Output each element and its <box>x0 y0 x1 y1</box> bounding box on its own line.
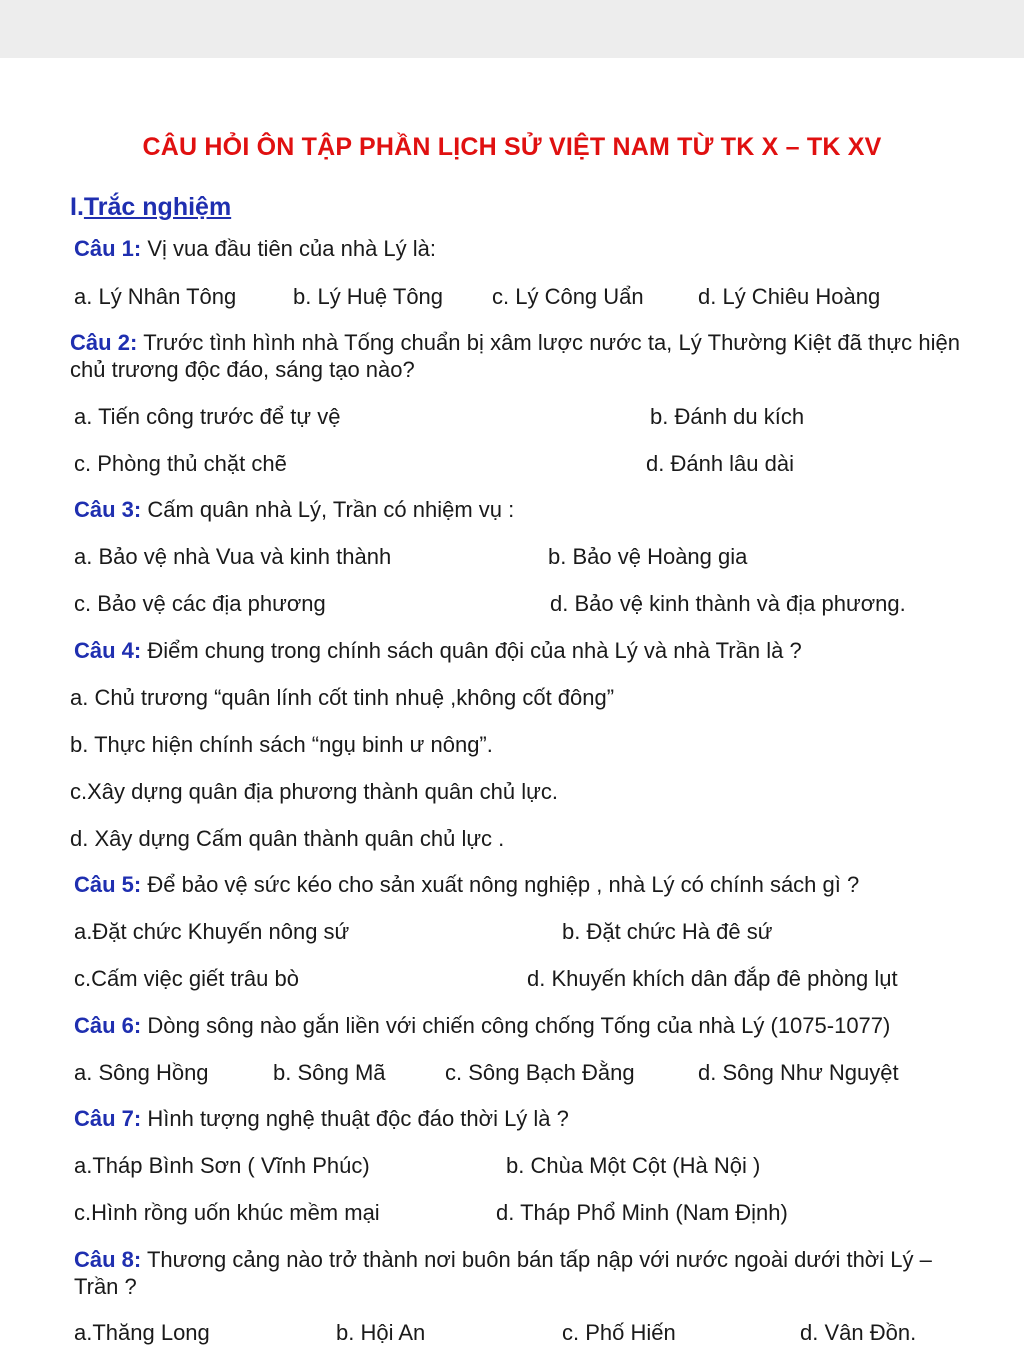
option-c: c.Xây dựng quân địa phương thành quân chủ lực. <box>70 779 558 804</box>
option-c: c. Sông Bạch Đằng <box>445 1060 635 1085</box>
option-d: d. Lý Chiêu Hoàng <box>698 284 881 309</box>
option-a: a.Thăng Long <box>74 1320 210 1345</box>
option-b: b. Sông Mã <box>273 1060 386 1085</box>
question-6 <box>74 1012 890 1039</box>
option-d: d. Đánh lâu dài <box>646 451 794 476</box>
option-b: b. Hội An <box>336 1320 426 1345</box>
option-d: d. Vân Đồn. <box>800 1320 917 1345</box>
question-2 <box>70 329 960 383</box>
question-number: Câu 3: <box>74 497 142 522</box>
top-bar <box>0 0 1024 58</box>
section-number: I. <box>70 193 84 221</box>
option-b: b. Lý Huệ Tông <box>293 284 444 309</box>
question-number: Câu 6: <box>74 1013 142 1038</box>
option-d: d. Tháp Phổ Minh (Nam Định) <box>496 1200 788 1225</box>
option-d: d. Khuyến khích dân đắp đê phòng lụt <box>527 966 898 991</box>
option-d: d. Bảo vệ kinh thành và địa phương. <box>550 591 906 616</box>
question-1 <box>74 235 436 262</box>
option-c: c.Hình rồng uốn khúc mềm mại <box>74 1200 380 1225</box>
option-a: a. Lý Nhân Tông <box>74 284 237 309</box>
option-b: b. Bảo vệ Hoàng gia <box>548 544 748 569</box>
question-4 <box>74 637 802 664</box>
option-a: a. Tiến công trước để tự vệ <box>74 404 341 429</box>
question-text: Thương cảng nào trở thành nơi buôn bán tấp nập với nước ngoài dưới thời Lý –Trần ? <box>74 1247 932 1299</box>
section-label: Trắc nghiệm <box>83 193 232 221</box>
question-text: Điểm chung trong chính sách quân đội của nhà Lý và nhà Trần là ? <box>141 638 802 663</box>
document-page <box>0 58 1024 1365</box>
option-a: a. Bảo vệ nhà Vua và kinh thành <box>74 544 392 569</box>
option-a: a. Sông Hồng <box>74 1060 209 1085</box>
question-text: Vị vua đầu tiên của nhà Lý là: <box>141 236 437 261</box>
question-text: Cấm quân nhà Lý, Trần có nhiệm vụ : <box>141 497 515 522</box>
option-c: c. Lý Công Uẩn <box>492 284 644 309</box>
page-title: CÂU HỎI ÔN TẬP PHẦN LỊCH SỬ VIỆT NAM TỪ TK X – TK XV <box>142 133 882 161</box>
question-number: Câu 5: <box>74 872 142 897</box>
option-c: c. Phố Hiến <box>562 1320 676 1345</box>
option-a: a. Chủ trương “quân lính cốt tinh nhuệ ,không cốt đông” <box>70 685 615 710</box>
option-b: b. Đặt chức Hà đê sứ <box>562 919 773 944</box>
option-d: d. Xây dựng Cấm quân thành quân chủ lực . <box>70 826 505 851</box>
question-number: Câu 4: <box>74 638 142 663</box>
option-c: c.Cấm việc giết trâu bò <box>74 966 299 991</box>
question-5 <box>74 871 859 898</box>
option-b: b. Thực hiện chính sách “ngụ binh ư nông”. <box>70 732 493 757</box>
question-text: Dòng sông nào gắn liền với chiến công chống Tống của nhà Lý (1075-1077) <box>141 1013 891 1038</box>
question-3 <box>74 496 514 523</box>
option-c: c. Bảo vệ các địa phương <box>74 591 326 616</box>
question-number: Câu 2: <box>70 330 138 355</box>
section-heading <box>70 193 231 222</box>
question-text: Trước tình hình nhà Tống chuẩn bị xâm lược nước ta, Lý Thường Kiệt đã thực hiện chủ trương độc đáo, sáng tạo nào? <box>70 330 960 382</box>
option-a: a.Tháp Bình Sơn ( Vĩnh Phúc) <box>74 1153 370 1178</box>
option-b: b. Đánh du kích <box>650 404 805 429</box>
question-number: Câu 8: <box>74 1247 142 1272</box>
option-a: a.Đặt chức Khuyến nông sứ <box>74 919 350 944</box>
option-b: b. Chùa Một Cột (Hà Nội ) <box>506 1153 761 1178</box>
question-text: Để bảo vệ sức kéo cho sản xuất nông nghiệp , nhà Lý có chính sách gì ? <box>141 872 860 897</box>
question-number: Câu 1: <box>74 236 142 261</box>
question-text: Hình tượng nghệ thuật độc đáo thời Lý là ? <box>141 1106 569 1131</box>
question-7 <box>74 1105 569 1132</box>
option-c: c. Phòng thủ chặt chẽ <box>74 451 287 476</box>
question-number: Câu 7: <box>74 1106 142 1131</box>
question-8 <box>74 1246 960 1300</box>
option-d: d. Sông Như Nguyệt <box>698 1060 899 1085</box>
